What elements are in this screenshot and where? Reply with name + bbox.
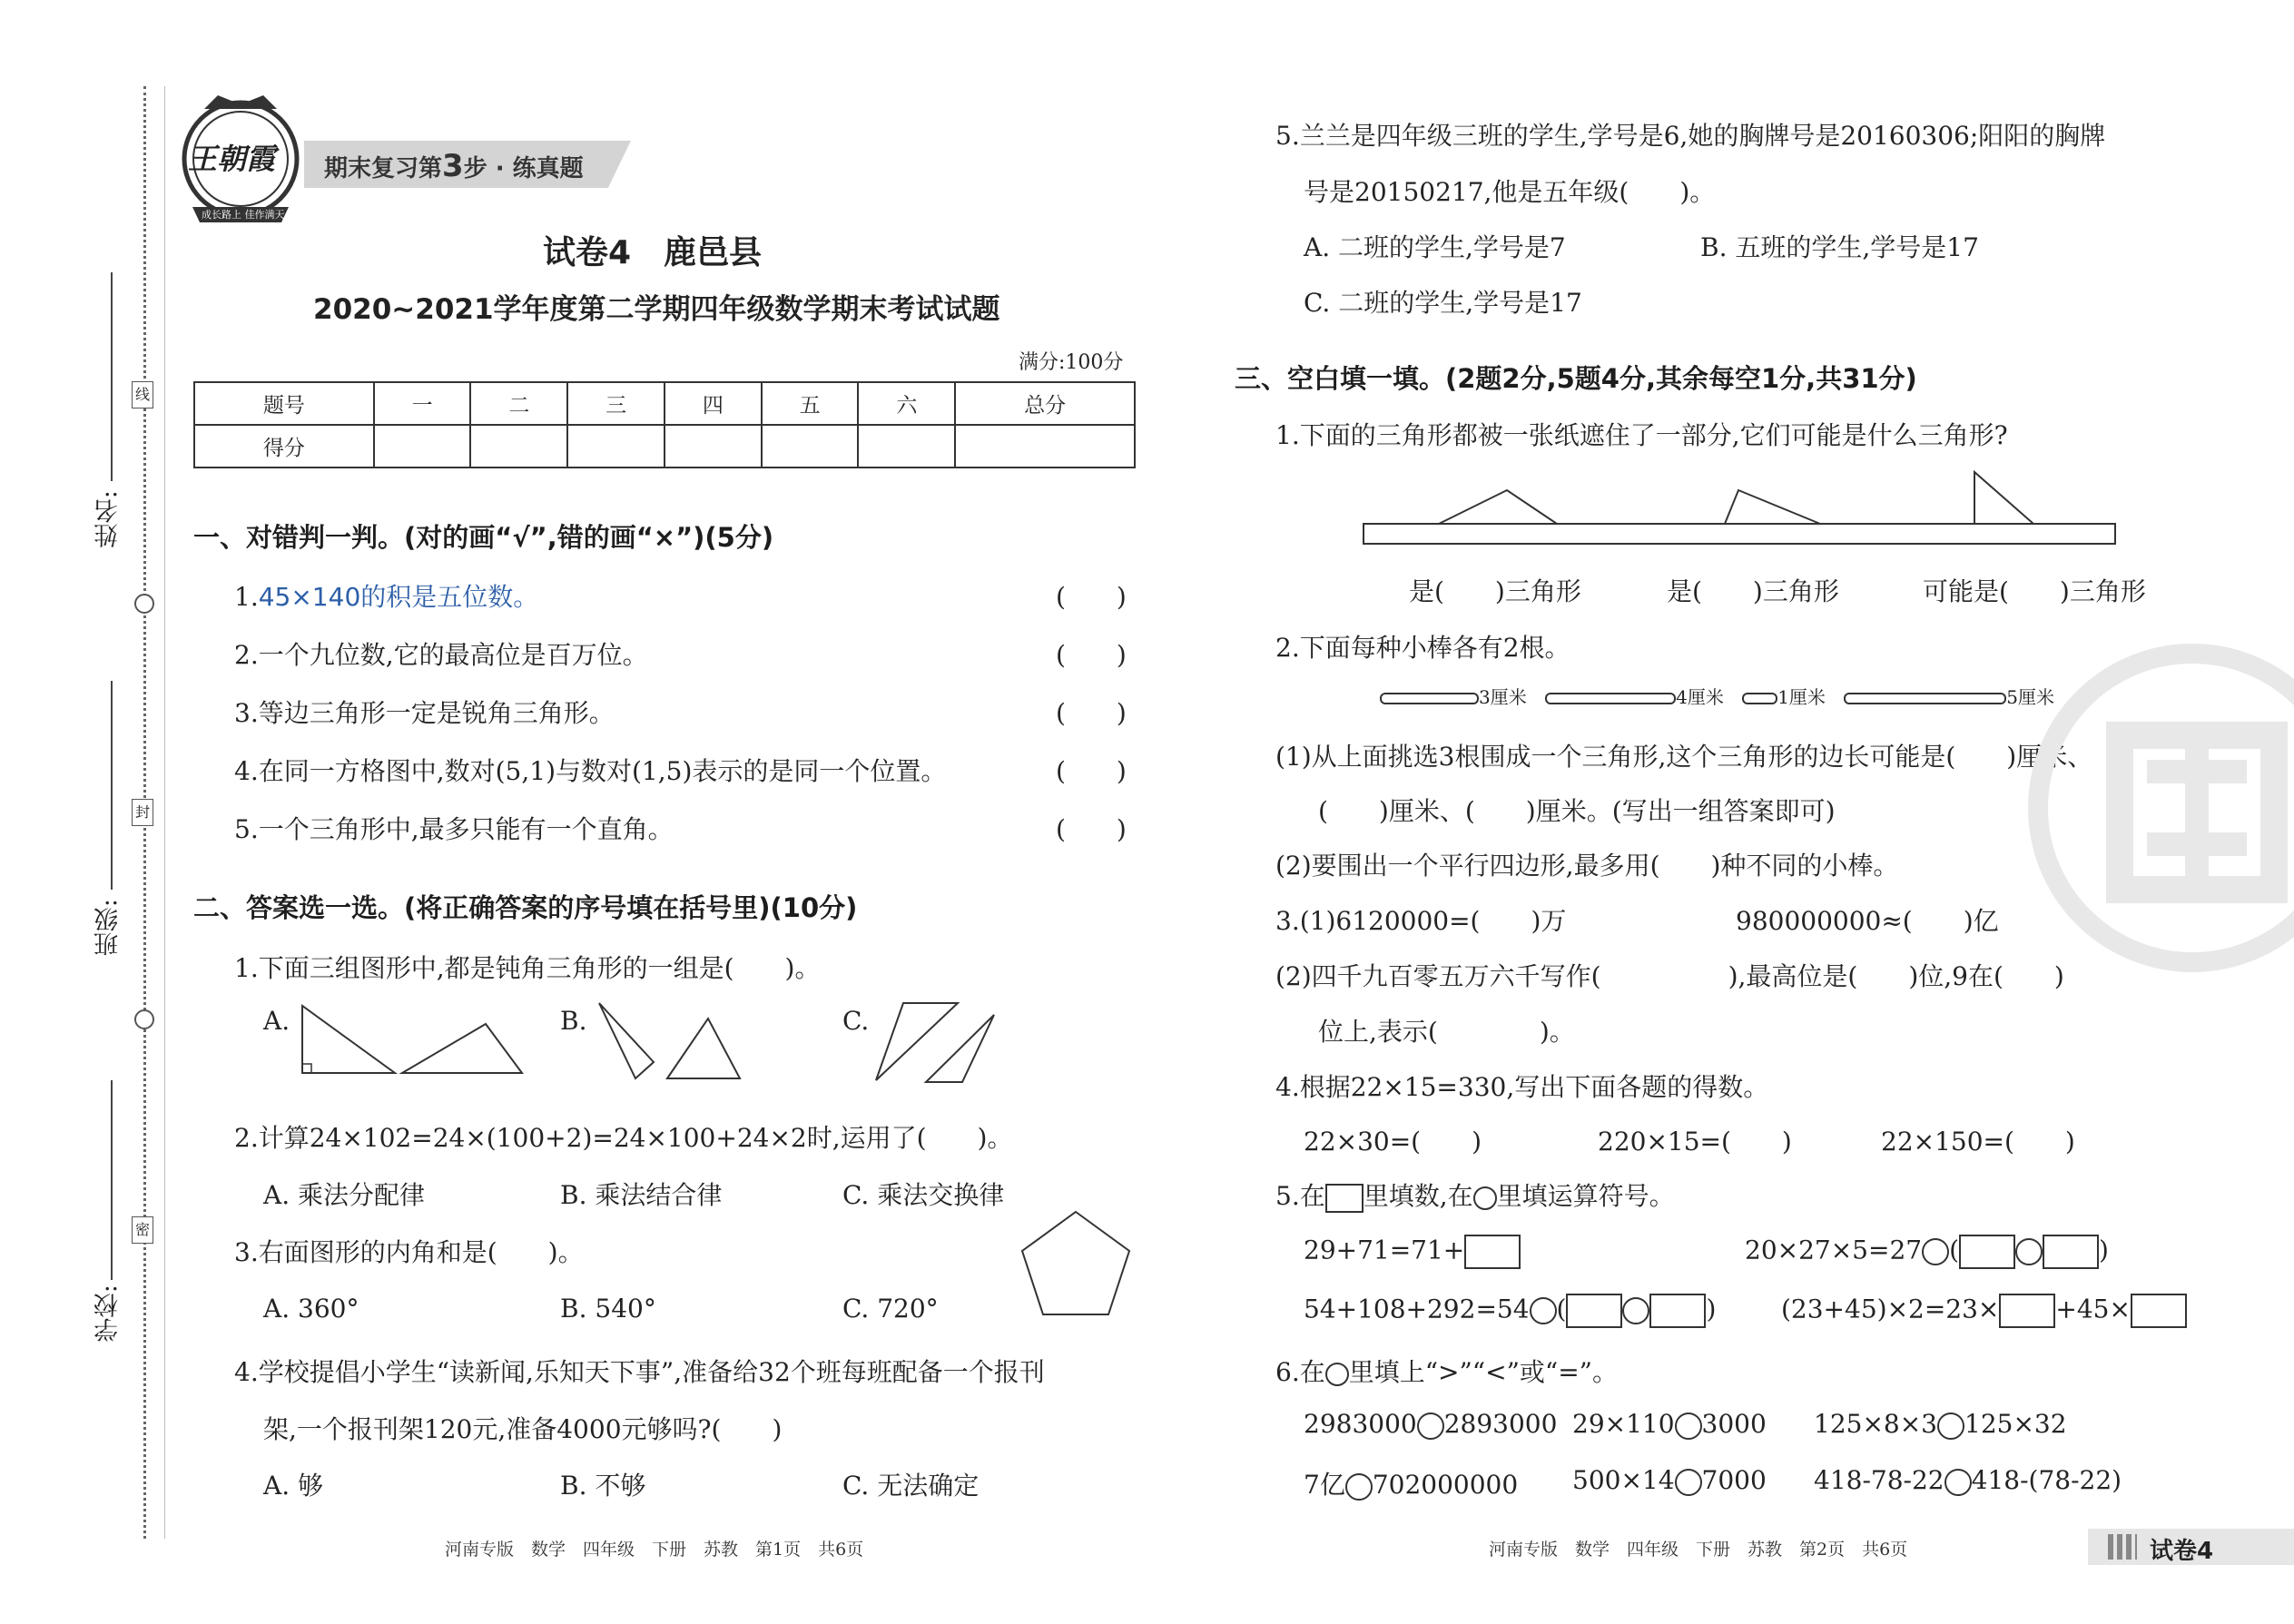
class-field[interactable] — [111, 681, 113, 890]
compare-item: 2983000 2893000 — [1304, 1409, 1558, 1439]
full-score: 满分:100分 — [1019, 351, 1124, 374]
fill-q5-c: 54+108+292=54 ( ) — [1304, 1294, 1716, 1328]
binding-mark-mi: 密 — [132, 1216, 153, 1244]
fill-q4-item-3[interactable]: 22×150=( ) — [1881, 1127, 2075, 1156]
judge-item: 2.一个九位数,它的最高位是百万位。 — [234, 640, 648, 670]
choice-q5-option-b[interactable]: B. 五班的学生,学号是17 — [1700, 232, 1979, 262]
choice-q1-option-a[interactable]: A. — [263, 1006, 290, 1036]
score-header-cell: 一 — [374, 382, 471, 425]
judge-answer[interactable]: ( ) — [1056, 582, 1127, 612]
judge-item: 1.45×140的积是五位数。 — [234, 582, 539, 612]
fill-q4-item-1[interactable]: 22×30=( ) — [1304, 1127, 1482, 1156]
fill-q2-part1-line-1: (1)从上面挑选3根围成一个三角形,这个三角形的边长可能是( )厘米、 — [1275, 742, 2093, 772]
section-banner-text: 期末复习第3步 · 练真题 — [324, 148, 584, 184]
judge-item: 5.一个三角形中,最多只能有一个直角。 — [234, 814, 674, 844]
name-field[interactable] — [111, 272, 113, 481]
answer-box[interactable] — [2131, 1294, 2187, 1328]
footer-left: 河南专版 数学 四年级 下册 苏教 第1页 共6页 — [445, 1540, 864, 1560]
name-label: 姓名: — [94, 490, 123, 548]
covered-triangles-figure — [1362, 468, 2120, 549]
answer-circle[interactable] — [2015, 1238, 2043, 1265]
answer-box[interactable] — [2043, 1235, 2099, 1269]
binding-mark-feng: 封 — [132, 799, 153, 826]
score-cell[interactable] — [374, 425, 471, 468]
answer-circle[interactable] — [1622, 1297, 1649, 1324]
choice-q3-option-a[interactable]: A. 360° — [263, 1294, 359, 1324]
answer-box[interactable] — [1566, 1294, 1622, 1328]
fill-q3-part2-line-1: (2)四千九百零五万六千写作( ),最高位是( )位,9在( ) — [1275, 961, 2064, 991]
score-table-header — [194, 382, 1135, 425]
class-label: 班级: — [94, 899, 123, 957]
fill-q2: 2.下面每种小棒各有2根。 — [1275, 633, 1570, 663]
exam-title: 2020~2021学年度第二学期四年级数学期末考试试题 — [313, 293, 1000, 326]
choice-q5-option-a[interactable]: A. 二班的学生,学号是7 — [1304, 232, 1566, 262]
sticks-row — [1380, 683, 2054, 709]
answer-box[interactable] — [1649, 1294, 1706, 1328]
fill-q3-part2-line-2: 位上,表示( )。 — [1318, 1017, 1575, 1047]
stick-label: 5厘米 — [2006, 686, 2055, 708]
binding-solid-line — [164, 86, 165, 1539]
brand-logo-text: 王朝霞 — [188, 142, 276, 176]
choice-q1: 1.下面三组图形中,都是钝角三角形的一组是( )。 — [234, 953, 821, 983]
stick — [1742, 693, 1777, 704]
score-header-cell: 六 — [858, 382, 955, 425]
binding-mark-xian: 线 — [132, 381, 153, 408]
stick — [1380, 693, 1479, 704]
choice-q5-line-1: 5.兰兰是四年级三班的学生,学号是6,她的胸牌号是20160306;阳阳的胸牌 — [1275, 121, 2106, 151]
score-header-cell: 五 — [762, 382, 859, 425]
answer-box[interactable] — [1959, 1235, 2015, 1269]
triangles-option-b-figure — [595, 999, 776, 1085]
stick-label: 4厘米 — [1676, 686, 1724, 708]
score-header-cell: 二 — [470, 382, 567, 425]
compare-item: 125×8×3 125×32 — [1814, 1409, 2067, 1439]
score-header-cell: 四 — [665, 382, 762, 425]
score-table-row — [194, 425, 1135, 468]
footer-right: 河南专版 数学 四年级 下册 苏教 第2页 共6页 — [1489, 1540, 1908, 1560]
choice-q2: 2.计算24×102=24×(100+2)=24×100+24×2时,运用了( )。 — [234, 1123, 1013, 1153]
brand-logo-ribbon: 成长路上 佳作满天 — [202, 209, 285, 221]
choice-q2-option-b[interactable]: B. 乘法结合律 — [560, 1180, 723, 1210]
fill-q2-part2: (2)要围出一个平行四边形,最多用( )种不同的小棒。 — [1275, 851, 1899, 881]
fill-q4-item-2[interactable]: 220×15=( ) — [1598, 1127, 1792, 1156]
fill-q1-answer-1[interactable]: 是( )三角形 — [1409, 576, 1581, 606]
judge-answer[interactable]: ( ) — [1056, 640, 1127, 670]
footer-dots — [2108, 1534, 2137, 1560]
choice-q2-option-c[interactable]: C. 乘法交换律 — [842, 1180, 1005, 1210]
answer-circle[interactable] — [1922, 1238, 1949, 1265]
compare-circle[interactable] — [1675, 1469, 1702, 1496]
pentagon-figure — [1017, 1207, 1135, 1321]
judge-item: 4.在同一方格图中,数对(5,1)与数对(1,5)表示的是同一个位置。 — [234, 756, 947, 786]
choice-q2-option-a[interactable]: A. 乘法分配律 — [263, 1180, 426, 1210]
choice-q3-option-b[interactable]: B. 540° — [560, 1294, 656, 1324]
choice-q4-line-1: 4.学校提倡小学生“读新闻,乐知天下事”,准备给32个班每班配备一个报刊 — [234, 1357, 1045, 1387]
school-field[interactable] — [111, 1080, 113, 1280]
score-header-cell: 总分 — [955, 382, 1135, 425]
stick-label: 3厘米 — [1479, 686, 1527, 708]
triangles-option-a-figure — [295, 999, 531, 1080]
fill-q3-part1-b: 980000000≈( )亿 — [1736, 906, 1999, 936]
score-cell[interactable] — [567, 425, 665, 468]
compare-circle[interactable] — [1345, 1473, 1373, 1501]
fill-q4: 4.根据22×15=330,写出下面各题的得数。 — [1275, 1072, 1769, 1102]
answer-circle[interactable] — [1530, 1297, 1557, 1324]
section-3-title: 三、空白填一填。(2题2分,5题4分,其余每空1分,共31分) — [1235, 363, 1917, 394]
choice-q3: 3.右面图形的内角和是( )。 — [234, 1237, 584, 1267]
score-cell[interactable] — [470, 425, 567, 468]
compare-circle[interactable] — [1675, 1412, 1702, 1440]
answer-box[interactable] — [1999, 1294, 2055, 1328]
fill-q1: 1.下面的三角形都被一张纸遮住了一部分,它们可能是什么三角形? — [1275, 420, 2008, 450]
choice-q5-line-2: 号是20150217,他是五年级( )。 — [1304, 177, 1716, 207]
choice-q3-option-c[interactable]: C. 720° — [842, 1294, 939, 1324]
fill-q3-part1-a: 3.(1)6120000=( )万 — [1275, 906, 1567, 936]
compare-circle[interactable] — [1417, 1412, 1444, 1440]
choice-q4-option-a[interactable]: A. 够 — [263, 1471, 324, 1501]
choice-q4-option-b[interactable]: B. 不够 — [560, 1471, 646, 1501]
watermark-seal — [2020, 635, 2294, 980]
binding-dot-2 — [134, 1009, 154, 1029]
fill-q5-b: 20×27×5=27 ( ) — [1745, 1235, 2109, 1269]
choice-q5-option-c[interactable]: C. 二班的学生,学号是17 — [1304, 288, 1582, 318]
fill-q5-d: (23+45)×2=23× +45× — [1781, 1294, 2187, 1328]
fill-q1-answer-3[interactable]: 可能是( )三角形 — [1923, 576, 2146, 606]
score-row-label: 得分 — [194, 425, 374, 468]
compare-circle[interactable] — [1937, 1412, 1964, 1440]
fill-q2-part1-line-2: ( )厘米、( )厘米。(写出一组答案即可) — [1318, 796, 1836, 826]
stick — [1844, 693, 2006, 704]
fill-q1-answer-2[interactable]: 是( )三角形 — [1667, 576, 1839, 606]
section-2-title: 二、答案选一选。(将正确答案的序号填在括号里)(10分) — [193, 892, 858, 923]
fill-q5: 5.在 里填数,在 里填运算符号。 — [1275, 1181, 1675, 1211]
section-1-title: 一、对错判一判。(对的画“√”,错的画“×”)(5分) — [193, 522, 774, 553]
judge-item: 3.等边三角形一定是锐角三角形。 — [234, 698, 615, 728]
score-cell[interactable] — [955, 425, 1135, 468]
compare-circle[interactable] — [1944, 1469, 1972, 1496]
choice-q4-line-2: 架,一个报刊架120元,准备4000元够吗?( ) — [263, 1414, 783, 1444]
score-header-cell: 题号 — [194, 382, 374, 425]
stick — [1545, 693, 1676, 704]
judge-answer[interactable]: ( ) — [1056, 756, 1127, 786]
answer-box[interactable] — [1464, 1235, 1521, 1269]
score-cell[interactable] — [762, 425, 859, 468]
score-cell[interactable] — [665, 425, 762, 468]
choice-q1-option-c[interactable]: C. — [842, 1006, 870, 1036]
compare-item: 500×14 7000 — [1572, 1465, 1767, 1495]
score-table — [193, 381, 1136, 468]
paper-title: 试卷4 鹿邑县 — [543, 234, 763, 271]
compare-item: 7亿 702000000 — [1304, 1470, 1519, 1500]
binding-dot-1 — [134, 594, 154, 614]
score-header-cell: 三 — [567, 382, 665, 425]
paper-tag: 试卷4 — [2150, 1538, 2214, 1565]
compare-item: 29×110 3000 — [1572, 1409, 1767, 1439]
fill-q6: 6.在 里填上“>”“<”或“=”。 — [1275, 1357, 1618, 1387]
judge-answer[interactable]: ( ) — [1056, 698, 1127, 728]
compare-item: 418-78-22 418-(78-22) — [1814, 1465, 2122, 1495]
score-cell[interactable] — [858, 425, 955, 468]
choice-q4-option-c[interactable]: C. 无法确定 — [842, 1471, 980, 1501]
school-label: 学校: — [94, 1284, 123, 1343]
fill-q5-a: 29+71=71+ — [1304, 1235, 1521, 1269]
choice-q1-option-b[interactable]: B. — [560, 1006, 587, 1036]
judge-answer[interactable]: ( ) — [1056, 814, 1127, 844]
stick-label: 1厘米 — [1777, 686, 1826, 708]
triangles-option-c-figure — [871, 999, 1017, 1085]
